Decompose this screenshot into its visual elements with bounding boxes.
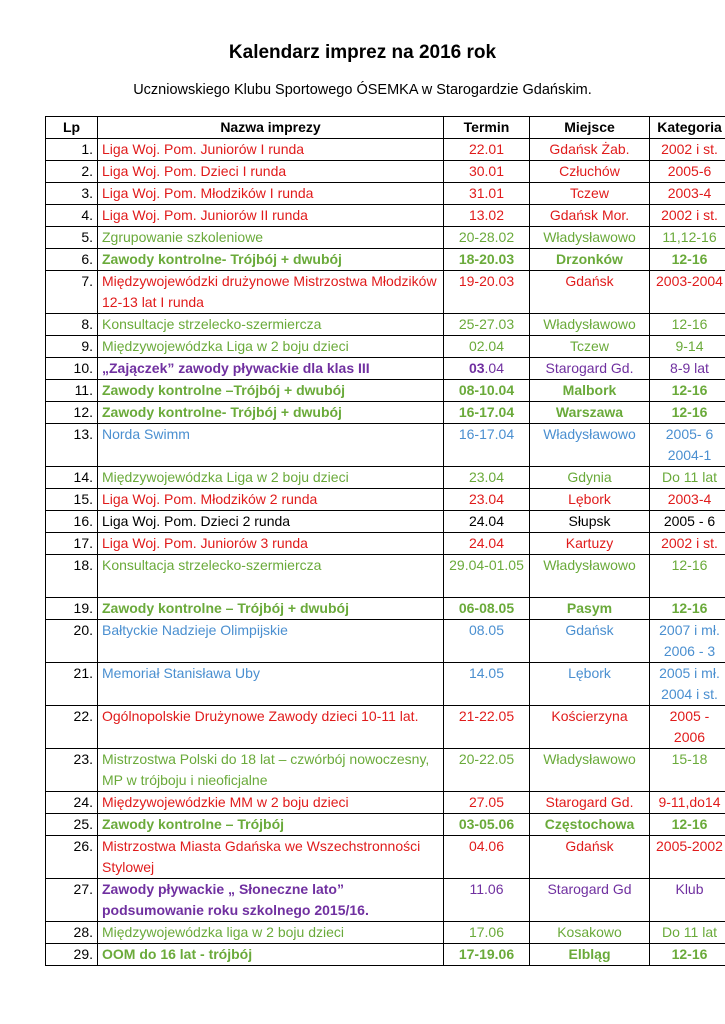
row-lp: 28.	[46, 922, 98, 944]
row-category: 8-9 lat	[650, 358, 725, 380]
row-name: Liga Woj. Pom. Dzieci 2 runda	[98, 511, 444, 533]
row-name: Konsultacja strzelecko-szermiercza	[98, 555, 444, 598]
table-row	[46, 227, 725, 249]
row-name: Norda Swimm	[98, 424, 444, 467]
table-row	[46, 402, 725, 424]
table-row	[46, 555, 725, 598]
row-place: Władysławowo	[530, 424, 650, 467]
table-row	[46, 314, 725, 336]
row-lp: 17.	[46, 533, 98, 555]
row-lp: 11.	[46, 380, 98, 402]
table-row	[46, 511, 725, 533]
row-lp: 6.	[46, 249, 98, 271]
row-place: Tczew	[530, 336, 650, 358]
row-category: 2005 i mł. 2004 i st.	[650, 663, 725, 706]
header-place: Miejsce	[530, 117, 650, 139]
row-term: 20-28.02	[444, 227, 530, 249]
row-category: 12-16	[650, 314, 725, 336]
row-category: Klub	[650, 879, 725, 922]
row-category: 12-16	[650, 944, 725, 966]
document-subtitle: Uczniowskiego Klubu Sportowego ÓSEMKA w Starogardzie Gdańskim.	[133, 82, 592, 98]
row-place: Warszawa	[530, 402, 650, 424]
row-term: 22.01	[444, 139, 530, 161]
row-name: Liga Woj. Pom. Juniorów II runda	[98, 205, 444, 227]
row-term	[444, 358, 530, 380]
row-category: 12-16	[650, 249, 725, 271]
row-name: Międzywojewódzka liga w 2 boju dzieci	[98, 922, 444, 944]
row-category: 12-16	[650, 402, 725, 424]
row-lp: 5.	[46, 227, 98, 249]
row-lp: 16.	[46, 511, 98, 533]
row-place: Starogard Gd.	[530, 358, 650, 380]
row-term: 24.04	[444, 511, 530, 533]
row-place: Częstochowa	[530, 814, 650, 836]
row-lp: 25.	[46, 814, 98, 836]
row-name: Zawody kontrolne –Trójbój + dwubój	[98, 380, 444, 402]
row-term: 25-27.03	[444, 314, 530, 336]
row-lp: 9.	[46, 336, 98, 358]
row-name: Międzywojewódzki drużynowe Mistrzostwa Młodzików 12-13 lat I runda	[98, 271, 444, 314]
row-place: Elbląg	[530, 944, 650, 966]
header-category: Kategoria	[650, 117, 725, 139]
row-term: 19-20.03	[444, 271, 530, 314]
row-category: 2002 i st.	[650, 205, 725, 227]
row-category: 2002 i st.	[650, 139, 725, 161]
row-place: Malbork	[530, 380, 650, 402]
table-row	[46, 749, 725, 792]
row-term-month: .04	[484, 360, 505, 376]
row-term: 08-10.04	[444, 380, 530, 402]
header-lp: Lp	[46, 117, 98, 139]
row-name: „Zajączek” zawody pływackie dla klas III	[98, 358, 444, 380]
row-place: Pasym	[530, 598, 650, 620]
row-category: 2005 - 2006	[650, 706, 725, 749]
row-lp: 15.	[46, 489, 98, 511]
row-place: Gdynia	[530, 467, 650, 489]
table-row	[46, 944, 725, 966]
row-term: 21-22.05	[444, 706, 530, 749]
row-category: 12-16	[650, 598, 725, 620]
row-lp: 4.	[46, 205, 98, 227]
row-category: Do 11 lat	[650, 467, 725, 489]
row-term: 18-20.03	[444, 249, 530, 271]
table-row	[46, 161, 725, 183]
row-category: 9-11,do14	[650, 792, 725, 814]
row-place: Tczew	[530, 183, 650, 205]
row-term: 13.02	[444, 205, 530, 227]
row-term: 23.04	[444, 489, 530, 511]
row-lp: 7.	[46, 271, 98, 314]
header-name: Nazwa imprezy	[98, 117, 444, 139]
row-lp: 22.	[46, 706, 98, 749]
row-name: Liga Woj. Pom. Juniorów 3 runda	[98, 533, 444, 555]
row-lp: 19.	[46, 598, 98, 620]
row-term: 23.04	[444, 467, 530, 489]
row-term: 24.04	[444, 533, 530, 555]
row-lp: 12.	[46, 402, 98, 424]
row-name: Bałtyckie Nadzieje Olimpijskie	[98, 620, 444, 663]
row-name: Liga Woj. Pom. Dzieci I runda	[98, 161, 444, 183]
table-row	[46, 424, 725, 467]
row-term: 16-17.04	[444, 424, 530, 467]
row-category: 2003-4	[650, 183, 725, 205]
row-place: Kartuzy	[530, 533, 650, 555]
row-name: Zawody kontrolne – Trójbój + dwubój	[98, 598, 444, 620]
row-lp: 21.	[46, 663, 98, 706]
row-term: 03-05.06	[444, 814, 530, 836]
table-row	[46, 467, 725, 489]
row-place: Gdańsk Żab.	[530, 139, 650, 161]
row-term: 17.06	[444, 922, 530, 944]
row-category: 12-16	[650, 380, 725, 402]
row-lp: 27.	[46, 879, 98, 922]
row-category: 12-16	[650, 555, 725, 598]
table-row	[46, 836, 725, 879]
document-title: Kalendarz imprez na 2016 rok	[228, 42, 497, 63]
events-table-body	[46, 139, 725, 966]
row-term: 11.06	[444, 879, 530, 922]
row-term: 04.06	[444, 836, 530, 879]
row-name: OOM do 16 lat - trójbój	[98, 944, 444, 966]
row-term: 30.01	[444, 161, 530, 183]
row-place: Kościerzyna	[530, 706, 650, 749]
row-category: 2005-6	[650, 161, 725, 183]
row-lp: 2.	[46, 161, 98, 183]
table-row	[46, 358, 725, 380]
table-row	[46, 533, 725, 555]
row-place: Drzonków	[530, 249, 650, 271]
row-lp: 26.	[46, 836, 98, 879]
row-category: 2005-2002	[650, 836, 725, 879]
row-place: Władysławowo	[530, 555, 650, 598]
row-lp: 20.	[46, 620, 98, 663]
row-name: Ogólnopolskie Drużynowe Zawody dzieci 10-11 lat.	[98, 706, 444, 749]
row-term: 29.04-01.05	[444, 555, 530, 598]
row-place: Starogard Gd	[530, 879, 650, 922]
row-place: Słupsk	[530, 511, 650, 533]
row-term: 27.05	[444, 792, 530, 814]
row-place: Gdańsk	[530, 271, 650, 314]
row-place: Lębork	[530, 489, 650, 511]
row-place: Gdańsk	[530, 620, 650, 663]
row-place: Starogard Gd.	[530, 792, 650, 814]
row-name: Liga Woj. Pom. Młodzików I runda	[98, 183, 444, 205]
table-row	[46, 271, 725, 314]
table-row	[46, 620, 725, 663]
table-row	[46, 922, 725, 944]
row-category: 15-18	[650, 749, 725, 792]
table-row	[46, 814, 725, 836]
row-category: 11,12-16	[650, 227, 725, 249]
table-row	[46, 598, 725, 620]
row-lp: 13.	[46, 424, 98, 467]
table-row	[46, 380, 725, 402]
row-category: 2003-4	[650, 489, 725, 511]
row-category: 2003-2004	[650, 271, 725, 314]
row-lp: 1.	[46, 139, 98, 161]
row-place: Gdańsk	[530, 836, 650, 879]
row-lp: 23.	[46, 749, 98, 792]
row-name: Zawody kontrolne – Trójbój	[98, 814, 444, 836]
table-row	[46, 183, 725, 205]
row-lp: 14.	[46, 467, 98, 489]
row-place: Władysławowo	[530, 227, 650, 249]
row-term: 20-22.05	[444, 749, 530, 792]
row-category: 2005- 6 2004-1	[650, 424, 725, 467]
table-row	[46, 879, 725, 922]
table-header-row	[46, 117, 725, 139]
row-category: 12-16	[650, 814, 725, 836]
row-term-day: 03	[468, 360, 485, 376]
row-name: Zgrupowanie szkoleniowe	[98, 227, 444, 249]
table-row	[46, 663, 725, 706]
table-row	[46, 706, 725, 749]
row-lp: 29.	[46, 944, 98, 966]
row-place: Gdańsk Mor.	[530, 205, 650, 227]
table-row	[46, 249, 725, 271]
row-name: Zawody kontrolne- Trójbój + dwubój	[98, 249, 444, 271]
row-term: 14.05	[444, 663, 530, 706]
row-category: Do 11 lat	[650, 922, 725, 944]
row-term: 06-08.05	[444, 598, 530, 620]
table-row	[46, 205, 725, 227]
row-name: Międzywojewódzka Liga w 2 boju dzieci	[98, 336, 444, 358]
row-term: 08.05	[444, 620, 530, 663]
row-name: Mistrzostwa Polski do 18 lat – czwórbój nowoczesny, MP w trójboju i nieoficjalne	[98, 749, 444, 792]
events-table	[45, 116, 725, 966]
row-term: 02.04	[444, 336, 530, 358]
row-name: Międzywojewódzka Liga w 2 boju dzieci	[98, 467, 444, 489]
row-lp: 10.	[46, 358, 98, 380]
row-name: Liga Woj. Pom. Juniorów I runda	[98, 139, 444, 161]
row-lp: 8.	[46, 314, 98, 336]
row-place: Władysławowo	[530, 749, 650, 792]
row-name: Memoriał Stanisława Uby	[98, 663, 444, 706]
row-name: Liga Woj. Pom. Młodzików 2 runda	[98, 489, 444, 511]
row-name: Międzywojewódzkie MM w 2 boju dzieci	[98, 792, 444, 814]
row-term: 31.01	[444, 183, 530, 205]
row-name: Zawody pływackie „ Słoneczne lato” podsumowanie roku szkolnego 2015/16.	[98, 879, 444, 922]
table-row	[46, 139, 725, 161]
row-place: Władysławowo	[530, 314, 650, 336]
row-term: 16-17.04	[444, 402, 530, 424]
header-term: Termin	[444, 117, 530, 139]
row-place: Lębork	[530, 663, 650, 706]
row-name: Konsultacje strzelecko-szermiercza	[98, 314, 444, 336]
row-name: Zawody kontrolne- Trójbój + dwubój	[98, 402, 444, 424]
row-category: 9-14	[650, 336, 725, 358]
row-place: Człuchów	[530, 161, 650, 183]
row-category: 2005 - 6	[650, 511, 725, 533]
row-name: Mistrzostwa Miasta Gdańska we Wszechstronności Stylowej	[98, 836, 444, 879]
row-term: 17-19.06	[444, 944, 530, 966]
row-lp: 24.	[46, 792, 98, 814]
row-lp: 18.	[46, 555, 98, 598]
table-row	[46, 336, 725, 358]
row-lp: 3.	[46, 183, 98, 205]
row-category: 2002 i st.	[650, 533, 725, 555]
table-row	[46, 489, 725, 511]
row-category: 2007 i mł. 2006 - 3	[650, 620, 725, 663]
row-place: Kosakowo	[530, 922, 650, 944]
table-row	[46, 792, 725, 814]
